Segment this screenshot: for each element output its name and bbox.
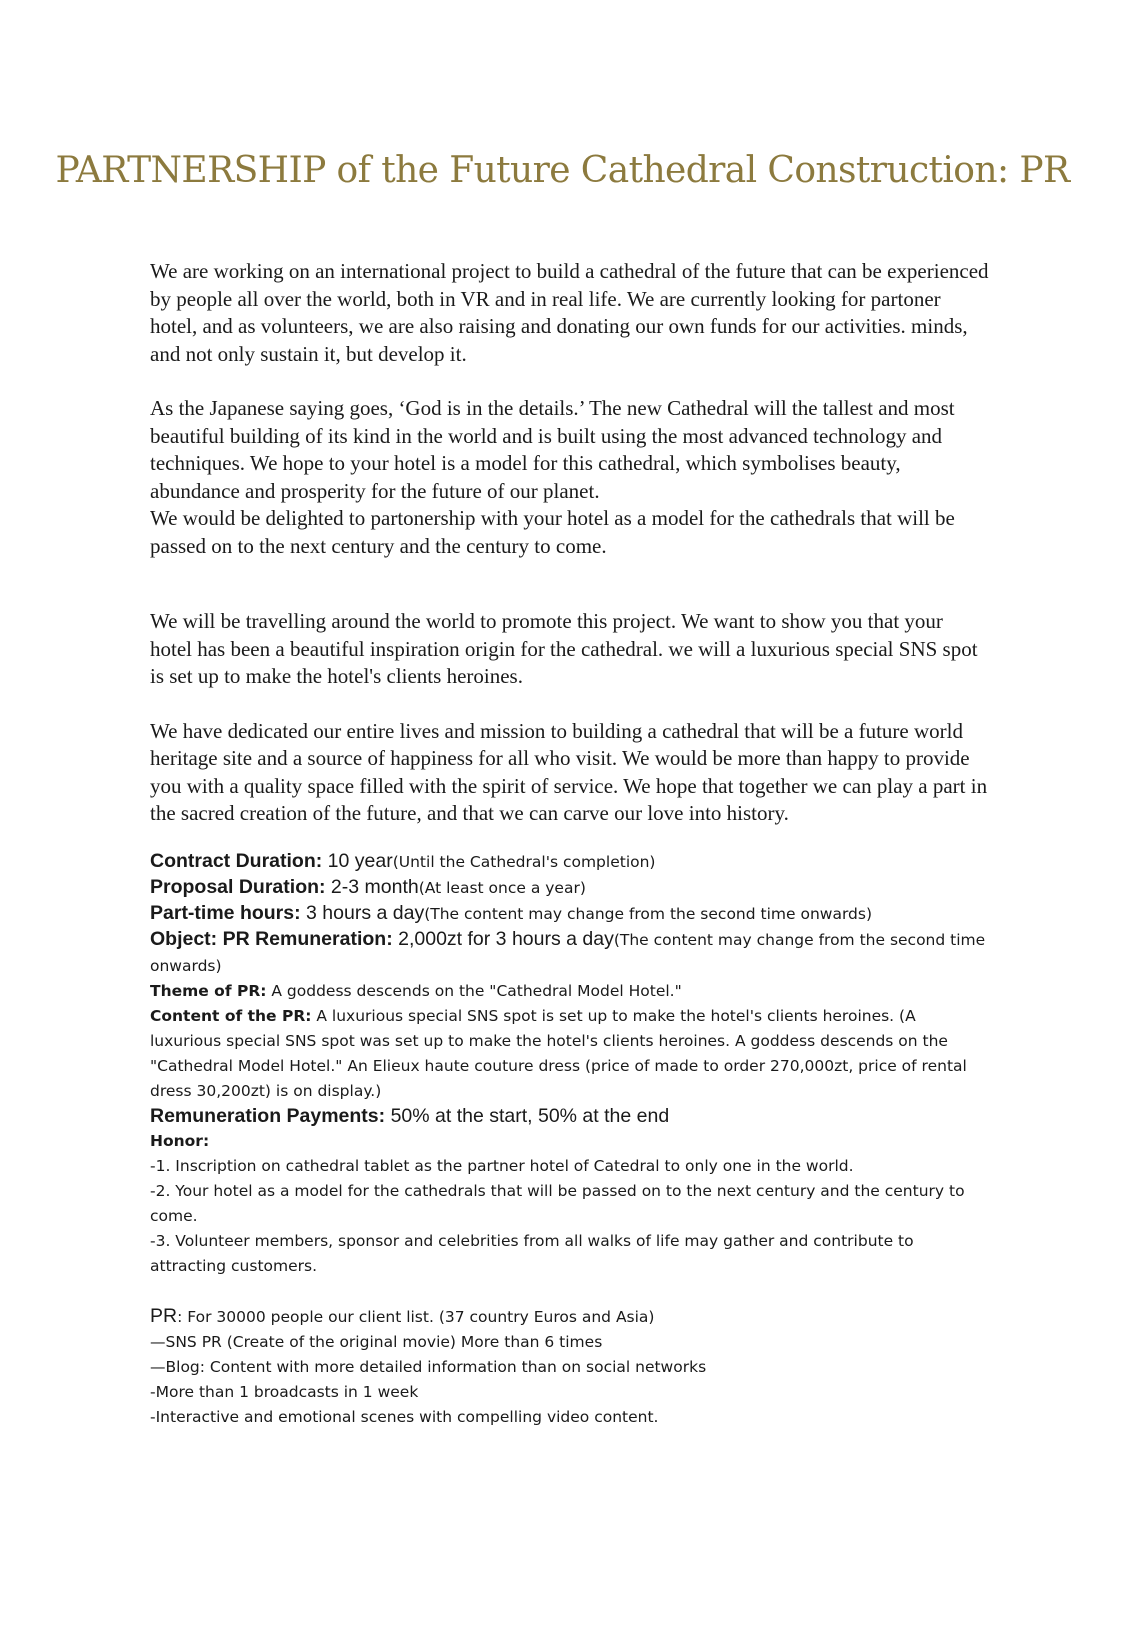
part-time-hours-label: Part-time hours: — [150, 901, 301, 924]
pr-content-label: Content of the PR: — [150, 1006, 312, 1025]
pr-lead-line — [150, 1304, 990, 1330]
terms-section — [150, 849, 990, 1430]
mission-paragraph: We have dedicated our entire lives and mission to building a cathedral that will be a future world heritage site and a source of happiness for all who visit. We would be more than happy to provide you with a quality space filled with the spirit of service. We hope that together we can play a part in the sacred creation of the future, and that we can carve our love into history. — [150, 718, 988, 825]
partnership-paragraph: We would be delighted to partonership with your hotel as a model for the cathedrals that will be passed on to the next century and the century to come. — [150, 506, 955, 558]
remuneration-payments — [150, 1104, 990, 1129]
pr-section — [150, 1304, 990, 1430]
proposal-duration-value: 2-3 month — [325, 875, 419, 898]
contract-duration-label: Contract Duration: — [150, 849, 323, 872]
pr-remuneration-value: 2,000zt for 3 hours a day — [392, 927, 614, 950]
remuneration-payments-label: Remuneration Payments: — [150, 1104, 386, 1127]
pr-theme-value: A goddess descends on the "Cathedral Model Hotel." — [266, 981, 682, 1000]
pr-lead-text: : For 30000 people our client list. (37 country Euros and Asia) — [177, 1307, 655, 1326]
contract-duration-note: (Until the Cathedral's completion) — [392, 852, 656, 871]
honor-item: -1. Inscription on cathedral tablet as the partner hotel of Catedral to only one in the world. — [150, 1156, 854, 1175]
contract-duration — [150, 849, 990, 875]
part-time-hours — [150, 901, 990, 927]
details-paragraph: As the Japanese saying goes, ‘God is in the details.’ The new Cathedral will the tallest and most beautiful building of its kind in the world and is built using the most advanced technology and techniques. We hope to your hotel is a model for this cathedral, which symbolises beauty, abundance and prosperity for the future of our planet. — [150, 396, 955, 503]
part-time-hours-note: (The content may change from the second time onwards) — [424, 904, 873, 923]
pr-item: —Blog: Content with more detailed information than on social networks — [150, 1357, 707, 1376]
proposal-duration — [150, 875, 990, 901]
pr-remuneration-label: Object: PR Remuneration: — [150, 927, 393, 950]
pr-item: -More than 1 broadcasts in 1 week — [150, 1382, 419, 1401]
pr-theme-label: Theme of PR: — [150, 981, 267, 1000]
pr-content-value: A luxurious special SNS spot is set up to make the hotel's clients heroines. (A luxurious special SNS spot was set up to make the hotel's clients heroines. A goddess descends on the "Cathedral Model Hotel." An Elieux haute couture dress (price of made to order 270,000zt, price of rental dress 30,200zt) is on display.) — [150, 1006, 967, 1100]
contract-duration-value: 10 year — [322, 849, 393, 872]
pr-theme — [150, 979, 990, 1004]
intro-paragraph: We are working on an international project to build a cathedral of the future that can be experienced by people all over the world, both in VR and in real life. We are currently looking for partoner hotel, and as volunteers, we are also raising and donating our own funds for our activities. minds, and not only sustain it, but develop it. — [150, 259, 989, 366]
pr-content — [150, 1004, 990, 1104]
honor-item: -2. Your hotel as a model for the cathedrals that will be passed on to the next century and the century to come. — [150, 1181, 965, 1225]
proposal-duration-label: Proposal Duration: — [150, 875, 326, 898]
honor-heading — [150, 1129, 990, 1154]
honor-item: -3. Volunteer members, sponsor and celebrities from all walks of life may gather and contribute to attracting customers. — [150, 1231, 914, 1275]
promotion-paragraph: We will be travelling around the world to promote this project. We want to show you that your hotel has been a beautiful inspiration origin for the cathedral. we will a luxurious special SNS spot is set up to make the hotel's clients heroines. — [150, 609, 978, 688]
proposal-duration-note: (At least once a year) — [418, 878, 586, 897]
part-time-hours-value: 3 hours a day — [300, 901, 425, 924]
remuneration-payments-value: 50% at the start, 50% at the end — [385, 1104, 670, 1127]
pr-remuneration-note: (The content may change from the second time onwards) — [150, 930, 986, 975]
pr-item: —SNS PR (Create of the original movie) More than 6 times — [150, 1332, 603, 1351]
honor-label: Honor: — [150, 1131, 210, 1150]
pr-item: -Interactive and emotional scenes with compelling video content. — [150, 1407, 659, 1426]
pr-lead-label: PR — [150, 1304, 178, 1327]
pr-remuneration — [150, 927, 990, 979]
page-title: PARTNERSHIP of the Future Cathedral Construction: PR — [55, 150, 1070, 191]
document-body — [150, 258, 990, 1430]
